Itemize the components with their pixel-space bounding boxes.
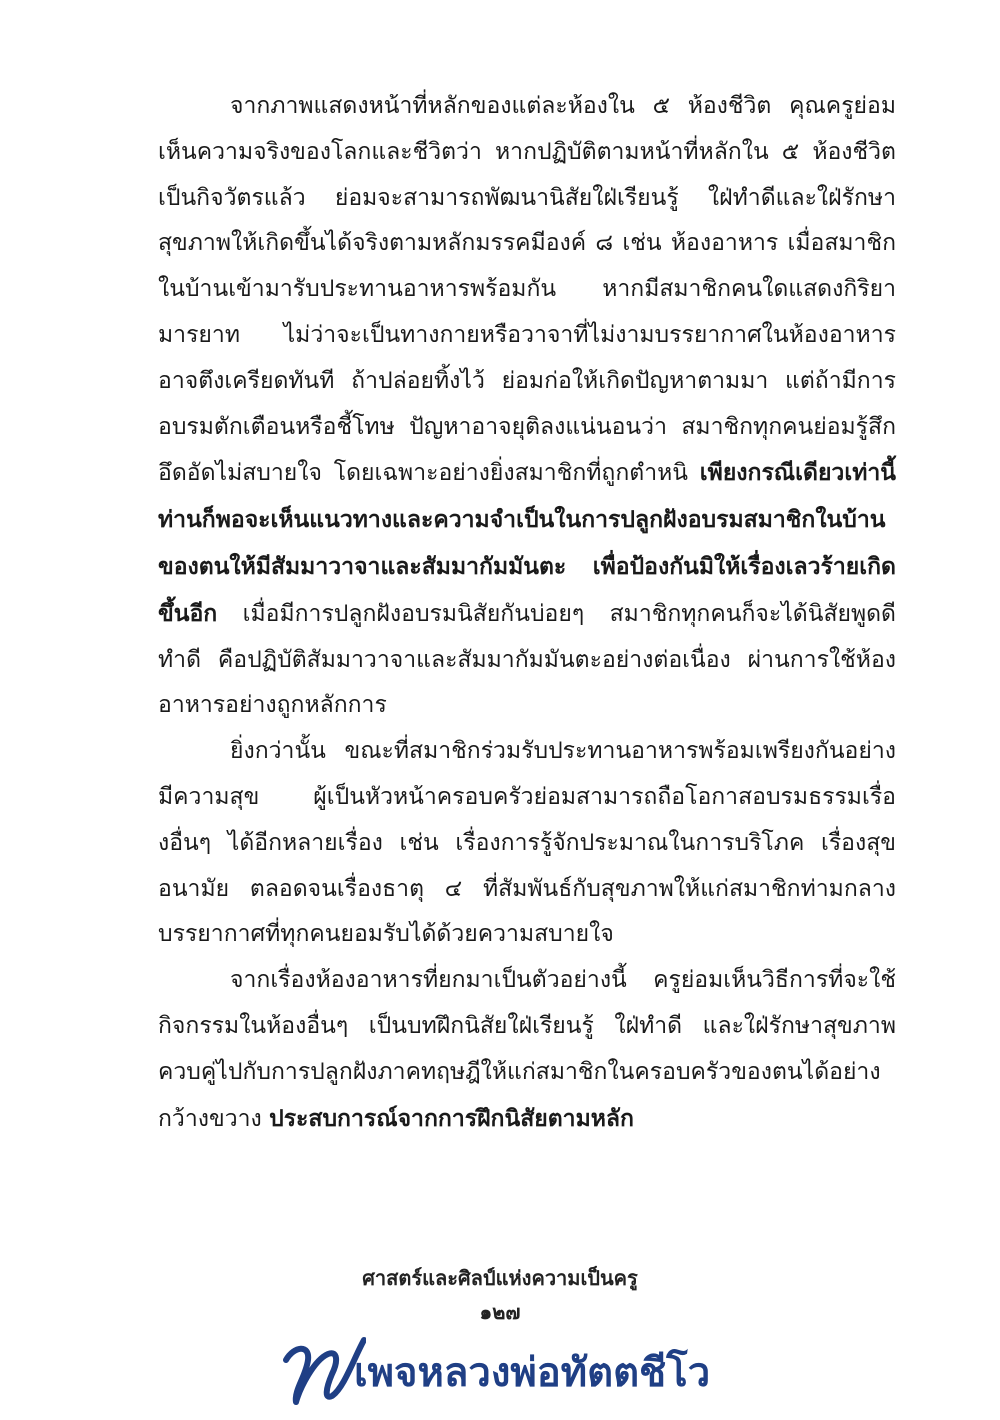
brand-logo: [280, 1330, 740, 1410]
paragraph-2-text: ยิ่งกว่านั้น ขณะที่สมาชิกร่วมรับประทานอาหารพร้อมเพรียงกันอย่างมีความสุข ผู้เป็นหัวหน้าครอบครัวย่อมสามารถถือโอกาสอบรมธรรมเรื่องอื่นๆ ได้อีกหลายเรื่อง เช่น เรื่องการรู้จักประมาณในการบริโภค เรื่องสุขอนามัย ตลอดจนเรื่องธาตุ ๔ ที่สัมพันธ์กับสุขภาพให้แก่สมาชิกท่ามกลางบรรยากาศที่ทุกคนยอมรับได้ด้วยความสบายใจ: [158, 738, 896, 948]
paragraph-3-emphasis: ประสบการณ์จากการฝึกนิสัยตามหลัก: [269, 1104, 634, 1132]
paragraph-1-emphasis: เพียงกรณีเดียวเท่านี้ ท่านก็พอจะเห็นแนวทางและความจำเป็นในการปลูกฝังอบรมสมาชิกในบ้านของตนให้มีสัมมาวาจาและสัมมากัมมันตะ เพื่อป้องกันมิให้เรื่องเลวร้ายเกิดขึ้นอีก: [158, 459, 896, 627]
footer-book-title: ศาสตร์และศิลป์แห่งความเป็นครู: [362, 1266, 638, 1290]
paragraph-2: [158, 729, 896, 958]
brand-name: เพจหลวงพ่อทัตตชีโว: [354, 1350, 711, 1396]
paragraph-3: [158, 958, 896, 1142]
paragraph-1: [158, 84, 896, 729]
paragraph-3-text: จากเรื่องห้องอาหารที่ยกมาเป็นตัวอย่างนี้ ครูย่อมเห็นวิธีการที่จะใช้กิจกรรมในห้องอื่นๆ เป็นบทฝึกนิสัยใฝ่เรียนรู้ ใฝ่ทำดี และใฝ่รักษาสุขภาพ ควบคู่ไปกับการปลูกฝังภาคทฤษฎีให้แก่สมาชิกในครอบครัวของตนได้อย่างกว้างขวาง: [158, 967, 896, 1132]
page-number: ๑๒๗: [479, 1300, 521, 1324]
paragraph-1-text: จากภาพแสดงหน้าที่หลักของแต่ละห้องใน ๕ ห้องชีวิต คุณครูย่อมเห็นความจริงของโลกและชีวิตว่า หากปฏิบัติตามหน้าที่หลักใน ๕ ห้องชีวิตเป็นกิจวัตรแล้ว ย่อมจะสามารถพัฒนานิสัยใฝ่เรียนรู้ ใฝ่ทำดีและใฝ่รักษาสุขภาพให้เกิดขึ้นได้จริงตามหลักมรรคมีองค์ ๘ เช่น ห้องอาหาร เมื่อสมาชิกในบ้านเข้ามารับประทานอาหารพร้อมกัน หากมีสมาชิกคนใดแสดงกิริยามารยาท ไม่ว่าจะเป็นทางกายหรือวาจาที่ไม่งามบรรยากาศในห้องอาหารอาจตึงเครียดทันที ถ้าปล่อยทิ้งไว้ ย่อมก่อให้เกิดปัญหาตามมา แต่ถ้ามีการอบรมตักเตือนหรือชี้โทษ ปัญหาอาจยุติลงแน่นอนว่า สมาชิกทุกคนย่อมรู้สึกอึดอัดไม่สบายใจ โดยเฉพาะอย่างยิ่งสมาชิกที่ถูกตำหนิ: [158, 93, 896, 487]
body-text: [158, 84, 896, 1142]
paragraph-1-text-end: เมื่อมีการปลูกฝังอบรมนิสัยกันบ่อยๆ สมาชิกทุกคนก็จะได้นิสัยพูดดี ทำดี คือปฏิบัติสัมมาวาจาและสัมมากัมมันตะอย่างต่อเนื่อง ผ่านการใช้ห้องอาหารอย่างถูกหลักการ: [158, 600, 896, 719]
